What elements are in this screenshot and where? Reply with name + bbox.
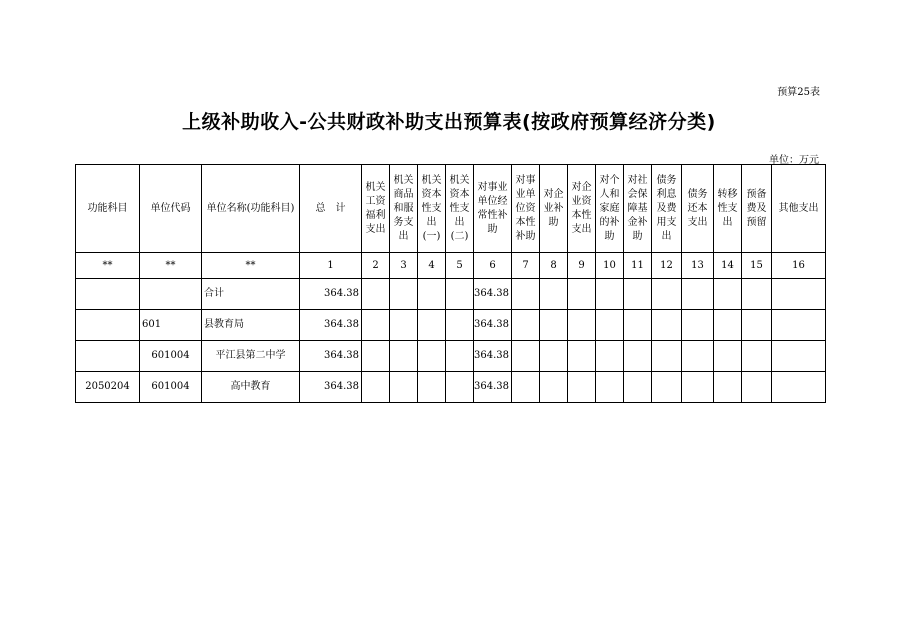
- total-cell: 364.38: [300, 372, 362, 403]
- header-cell: 转移性支出: [714, 165, 742, 253]
- page-title: 上级补助收入-公共财政补助支出预算表(按政府预算经济分类): [182, 111, 716, 133]
- header-cell: 债务利息及费用支出: [652, 165, 682, 253]
- header-cell: 机关工资福利支出: [362, 165, 390, 253]
- header-cell: 机关商品和服务支出: [390, 165, 418, 253]
- table-row: [76, 372, 826, 403]
- index-cell: 10: [596, 253, 624, 279]
- index-cell: 16: [772, 253, 826, 279]
- header-cell: 预备费及预留: [742, 165, 772, 253]
- value-cell: 364.38: [474, 372, 512, 403]
- index-cell: 5: [446, 253, 474, 279]
- unit-label: 单位：万元: [769, 155, 819, 166]
- header-cell: 功能科目: [76, 165, 140, 253]
- index-cell: 13: [682, 253, 714, 279]
- value-cell: 364.38: [474, 341, 512, 372]
- index-cell: **: [202, 253, 300, 279]
- header-cell: 对事业单位资本性补助: [512, 165, 540, 253]
- header-cell: 单位名称(功能科目): [202, 165, 300, 253]
- index-cell: 2: [362, 253, 390, 279]
- value-cell: 364.38: [474, 310, 512, 341]
- header-cell: 机关资本性支出(一): [418, 165, 446, 253]
- total-cell: 364.38: [300, 310, 362, 341]
- func-cell: [76, 310, 140, 341]
- index-cell: 9: [568, 253, 596, 279]
- header-cell: 对事业单位经常性补助: [474, 165, 512, 253]
- value-cell: 364.38: [474, 279, 512, 310]
- header-cell: 对社会保障基金补助: [624, 165, 652, 253]
- index-cell: 15: [742, 253, 772, 279]
- index-cell: 4: [418, 253, 446, 279]
- func-cell: 2050204: [76, 372, 140, 403]
- table-row: [76, 310, 826, 341]
- index-row: [76, 253, 826, 279]
- name-cell: 高中教育: [202, 372, 300, 403]
- header-row: [76, 165, 826, 253]
- total-cell: 364.38: [300, 341, 362, 372]
- total-cell: 364.38: [300, 279, 362, 310]
- index-cell: 12: [652, 253, 682, 279]
- header-cell: 其他支出: [772, 165, 826, 253]
- budget-table: [75, 164, 826, 403]
- header-cell: 对企业补助: [540, 165, 568, 253]
- index-cell: **: [76, 253, 140, 279]
- name-cell: 平江县第二中学: [202, 341, 300, 372]
- code-cell: 601004: [140, 341, 202, 372]
- name-cell: 合计: [202, 279, 300, 310]
- index-cell: 11: [624, 253, 652, 279]
- name-cell: 县教育局: [202, 310, 300, 341]
- header-cell: 债务还本支出: [682, 165, 714, 253]
- table-code: 预算25表: [777, 87, 820, 98]
- header-cell: 对企业资本性支出: [568, 165, 596, 253]
- index-cell: 1: [300, 253, 362, 279]
- index-cell: 7: [512, 253, 540, 279]
- header-cell: 对个人和家庭的补助: [596, 165, 624, 253]
- header-cell: 单位代码: [140, 165, 202, 253]
- index-cell: 8: [540, 253, 568, 279]
- header-cell: 总 计: [300, 165, 362, 253]
- index-cell: **: [140, 253, 202, 279]
- code-cell: [140, 279, 202, 310]
- index-cell: 14: [714, 253, 742, 279]
- func-cell: [76, 341, 140, 372]
- code-cell: 601: [140, 310, 202, 341]
- index-cell: 6: [474, 253, 512, 279]
- table-row: [76, 341, 826, 372]
- header-cell: 机关资本性支出(二): [446, 165, 474, 253]
- func-cell: [76, 279, 140, 310]
- index-cell: 3: [390, 253, 418, 279]
- code-cell: 601004: [140, 372, 202, 403]
- table-row: [76, 279, 826, 310]
